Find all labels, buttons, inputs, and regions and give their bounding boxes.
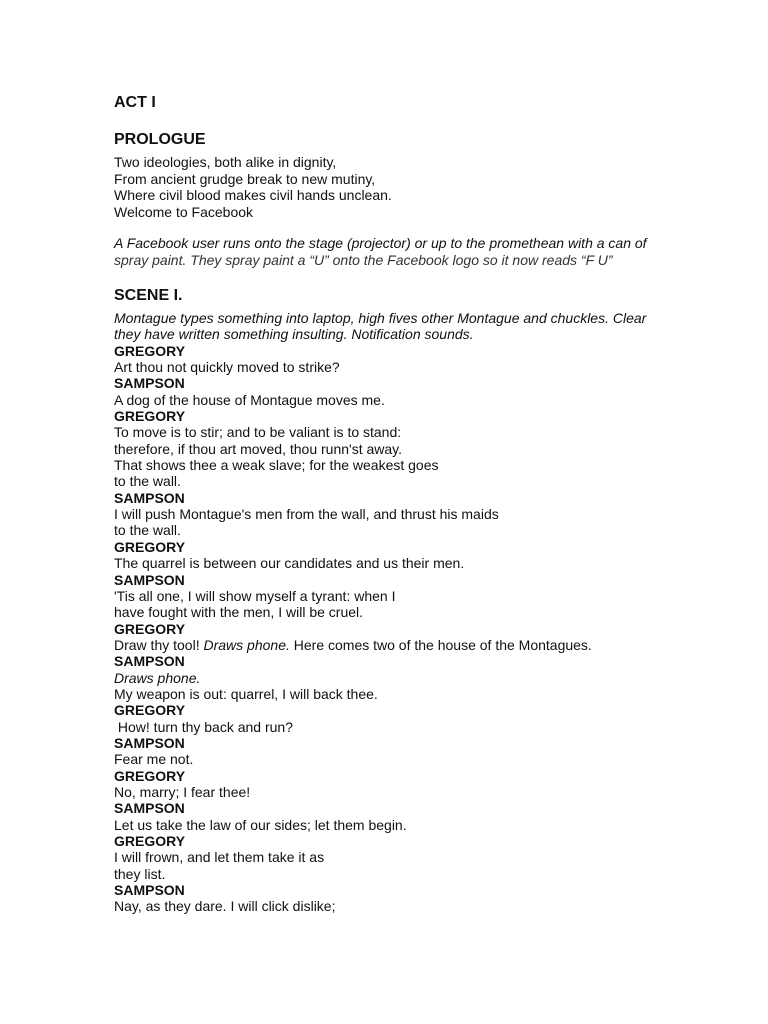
speaker-name: GREGORY	[114, 538, 186, 555]
dialogue-line: How! turn thy back and run?	[114, 718, 293, 735]
dialogue-line: to the wall.	[114, 522, 181, 539]
dialogue-line: 'Tis all one, I will show myself a tyrant: when I	[114, 587, 396, 604]
dialogue-line: Fear me not.	[114, 751, 194, 768]
scene-body	[114, 310, 646, 915]
speaker-name: GREGORY	[114, 767, 186, 784]
dialogue-line: they list.	[114, 865, 166, 882]
dialogue-text: Here comes two of the house of the Montagues.	[289, 636, 592, 653]
prologue-line: Two ideologies, both alike in dignity,	[114, 154, 337, 170]
scene-heading: SCENE I.	[114, 287, 183, 304]
speaker-name: GREGORY	[114, 833, 186, 849]
speaker-name: SAMPSON	[114, 489, 185, 506]
stage-direction-line: A Facebook user runs onto the stage (projector) or up to the promethean with a can of	[114, 235, 647, 251]
dialogue-line: Nay, as they dare. I will click dislike;	[114, 898, 336, 915]
prologue-line: Where civil blood makes civil hands unclean.	[114, 187, 392, 203]
dialogue-line: to the wall.	[114, 473, 181, 490]
scene-opening-direction: Montague types something into laptop, high fives other Montague and chuckles. Clear	[114, 310, 647, 326]
stage-direction-line: spray paint. They spray paint a “U” onto the Facebook logo so it now reads “F U”	[114, 251, 613, 268]
prologue-line: From ancient grudge break to new mutiny,	[114, 170, 376, 187]
prologue-line: Welcome to Facebook	[114, 203, 254, 220]
speaker-name: SAMPSON	[114, 653, 185, 670]
dialogue-line: have fought with the men, I will be cruel.	[114, 604, 364, 621]
dialogue-line: A dog of the house of Montague moves me.	[114, 391, 385, 408]
scene-opening-direction: they have written something insulting. Notification sounds.	[114, 326, 474, 343]
speaker-name: GREGORY	[114, 342, 186, 359]
dialogue-line: therefore, if thou art moved, thou runn'st away.	[114, 440, 403, 457]
speaker-name: GREGORY	[114, 620, 186, 637]
dialogue-line-mixed	[114, 637, 646, 653]
speaker-name: SAMPSON	[114, 882, 185, 899]
dialogue-line: Art thou not quickly moved to strike?	[114, 359, 340, 376]
speaker-name: GREGORY	[114, 702, 186, 719]
dialogue-line: The quarrel is between our candidates and us their men.	[114, 555, 465, 572]
dialogue-line: No, marry; I fear thee!	[114, 783, 251, 800]
stage-direction: Draws phone.	[114, 669, 201, 686]
dialogue-line: Let us take the law of our sides; let them begin.	[114, 816, 407, 833]
dialogue-text: Draw thy tool!	[114, 636, 204, 653]
speaker-name: SAMPSON	[114, 734, 185, 751]
act-heading: ACT I	[114, 94, 156, 111]
speaker-name: GREGORY	[114, 408, 186, 425]
prologue-verse	[114, 154, 392, 220]
inline-stage-direction: Draws phone.	[203, 636, 290, 653]
speaker-name: SAMPSON	[114, 800, 185, 817]
speaker-name: SAMPSON	[114, 571, 185, 588]
dialogue-line: To move is to stir; and to be valiant is to stand:	[114, 424, 402, 441]
dialogue-line: I will push Montague's men from the wall, and thrust his maids	[114, 506, 499, 523]
prologue-stage-direction	[114, 235, 647, 268]
speaker-name: SAMPSON	[114, 375, 185, 392]
dialogue-line: That shows thee a weak slave; for the weakest goes	[114, 457, 439, 474]
prologue-heading: PROLOGUE	[114, 131, 206, 148]
dialogue-line: My weapon is out: quarrel, I will back thee.	[114, 685, 378, 702]
dialogue-line: I will frown, and let them take it as	[114, 849, 325, 866]
